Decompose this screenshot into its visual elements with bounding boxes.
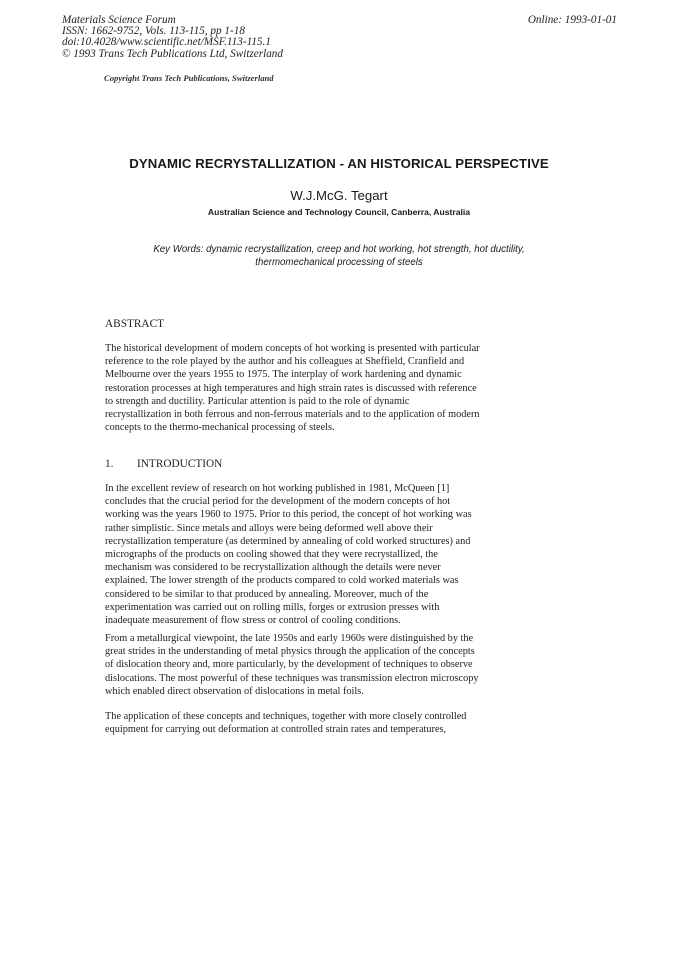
intro-paragraph-3 [105,710,517,736]
text-line: micrographs of the products on cooling showed that they were recrystallized, the [105,549,438,561]
section-title: INTRODUCTION [137,458,223,470]
text-line: restoration processes at high temperatures and high strain rates is discussed with reference [105,382,477,394]
intro-paragraph-1 [105,482,517,627]
author-affiliation: Australian Science and Technology Council, Canberra, Australia [207,207,471,217]
section-number: 1. [105,458,114,470]
introduction-heading [105,458,222,470]
text-line: of dislocation theory and, more particularly, by the development of techniques to observe [105,659,473,671]
online-date: Online: 1993-01-01 [527,14,617,26]
abstract-text [105,342,517,434]
abstract-heading: ABSTRACT [105,318,165,330]
copyright-stamp: Copyright Trans Tech Publications, Switzerland [104,73,274,83]
text-line: The application of these concepts and techniques, together with more closely controlled [105,711,467,722]
text-line: rather simplistic. Since metals and alloys were being deformed well above their [105,522,433,534]
text-line: dislocations. The most powerful of these techniques was transmission electron microscopy [105,672,479,684]
issn-line: ISSN: 1662-9752, Vols. 113-115, pp 1-18 [62,25,245,38]
text-line: inadequate measurement of flow stress or control of cooling conditions. [105,615,401,627]
paper-title: DYNAMIC RECRYSTALLIZATION - AN HISTORICAL PERSPECTIVE [129,156,549,171]
text-line: concludes that the crucial period for the development of the modern concepts of hot [105,496,451,508]
text-line: considered to be similar to that produced by annealing. Moreover, much of the [105,588,429,600]
keywords-line: thermomechanical processing of steels [255,256,423,268]
text-line: equipment for carrying out deformation at controlled strain rates and temperatures, [105,724,447,736]
journal-name: Materials Science Forum [62,14,176,26]
doi-line: doi:10.4028/www.scientific.net/MSF.113-115.1 [62,36,271,49]
text-line: mechanism was considered to be recrystallization although the details were never [105,562,441,574]
text-line: From a metallurgical viewpoint, the late 1950s and early 1960s were distinguished by the [105,633,474,644]
text-line: to strength and ductility. Particular attention is paid to the role of dynamic [105,395,410,407]
text-line: concepts to the thermo-mechanical processing of steels. [105,422,335,434]
keywords-line: Key Words: dynamic recrystallization, creep and hot working, hot strength, hot ductility, [153,244,525,255]
text-line: recrystallization temperature (as determined by annealing of cold worked structures) and [105,535,471,547]
journal-info [62,15,283,60]
text-line: In the excellent review of research on hot working published in 1981, McQueen [1] [105,483,450,494]
text-line: explained. The lower strength of the products compared to cold worked materials was [105,575,459,587]
text-line: working was the years 1960 to 1975. Prior to this period, the concept of hot working was [105,509,472,521]
intro-paragraph-2 [105,632,517,698]
paper-author: W.J.McG. Tegart [290,188,388,203]
text-line: which enabled direct observation of dislocations in metal foils. [105,685,364,697]
text-line: The historical development of modern concepts of hot working is presented with particular [105,343,480,354]
text-line: Melbourne over the years 1955 to 1975. The interplay of work hardening and dynamic [105,369,462,381]
text-line: experimentation was carried out on rolling mills, forges or extrusion presses with [105,601,440,613]
text-line: recrystallization in both ferrous and non-ferrous materials and to the application of modern [105,409,480,421]
publisher-copyright: © 1993 Trans Tech Publications Ltd, Switzerland [62,47,283,60]
text-line: reference to the role played by the author and his colleagues at Sheffield, Cranfield and [105,356,465,368]
text-line: great strides in the understanding of metal physics through the application of the concepts [105,646,475,658]
keywords [100,244,578,269]
